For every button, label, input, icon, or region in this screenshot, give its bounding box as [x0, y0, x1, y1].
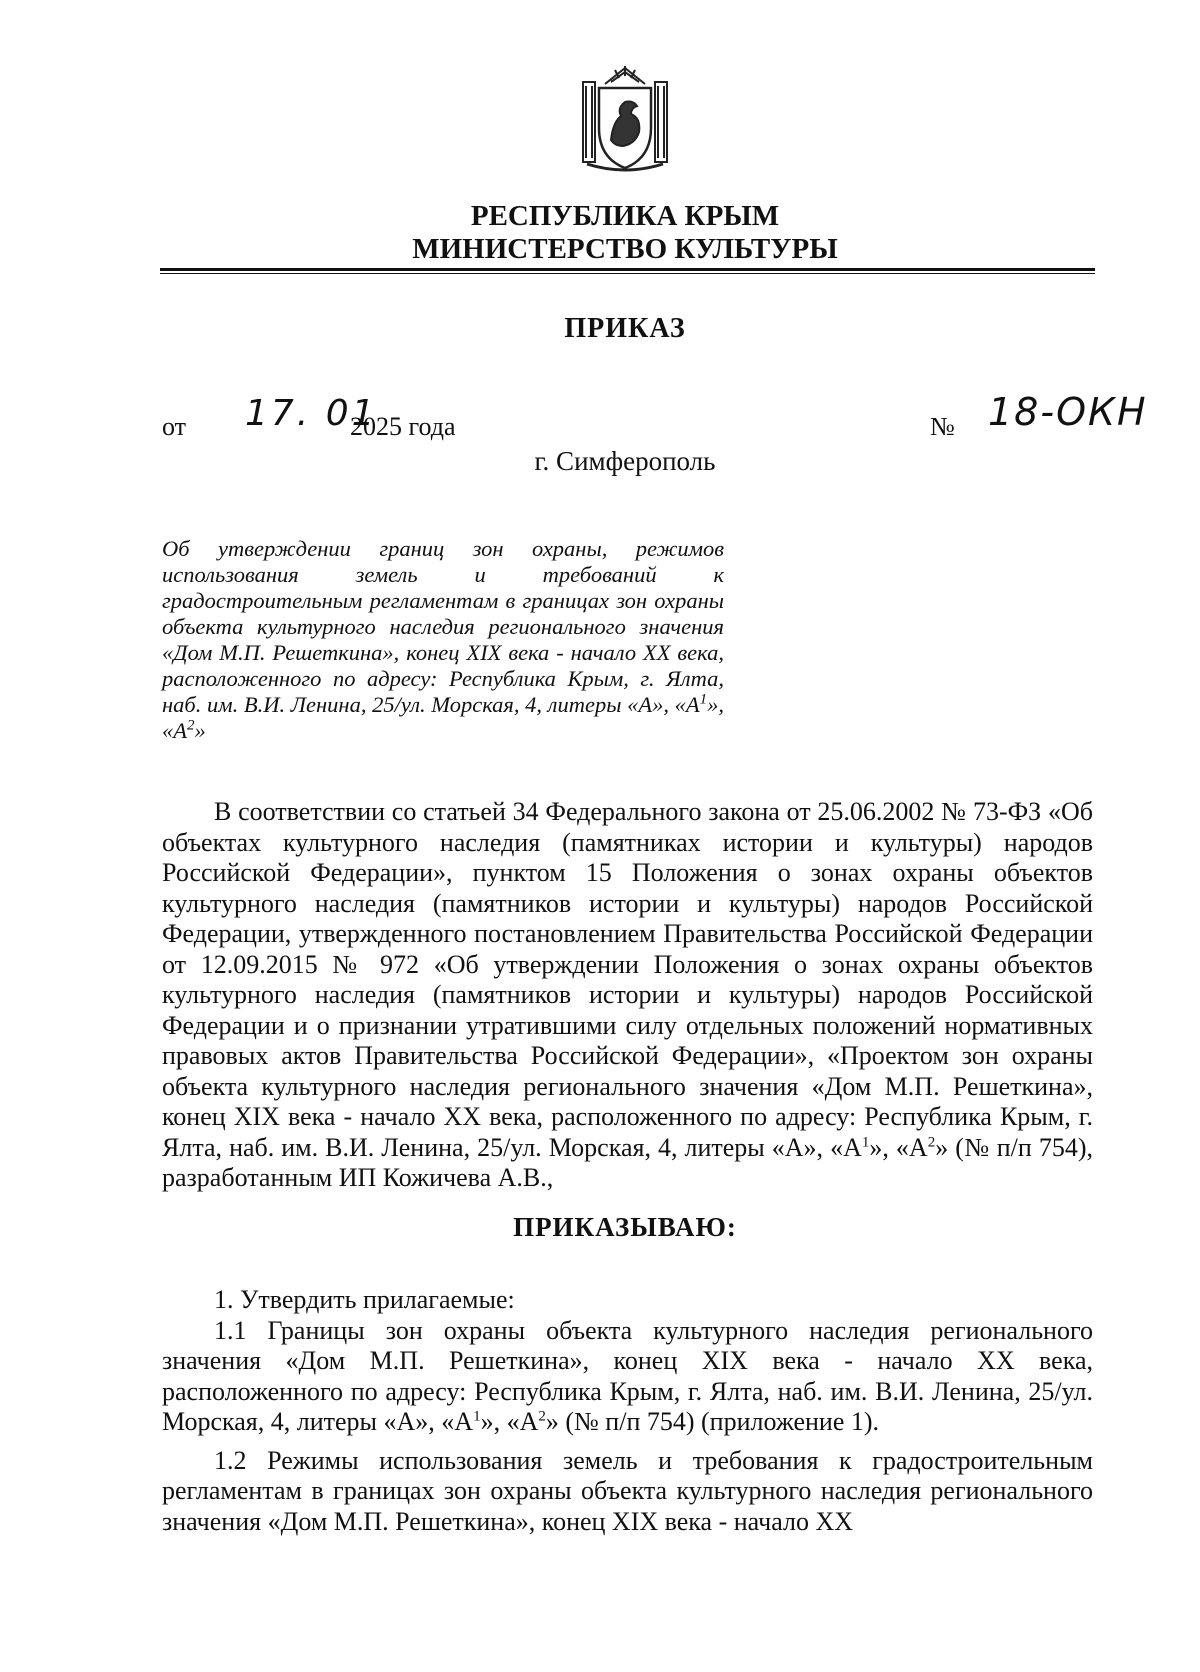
subject-sup-1: 1 — [699, 691, 708, 708]
item-1-1-sup-2: 2 — [538, 1408, 546, 1425]
city: г. Симферополь — [534, 446, 716, 476]
header-ministry: МИНИСТЕРСТВО КУЛЬТУРЫ — [412, 233, 838, 265]
subject-mid: », «А — [162, 692, 724, 743]
order-heading: ПРИКАЗЫВАЮ: — [513, 1212, 737, 1242]
subject-end: » — [194, 718, 206, 743]
header-divider — [160, 268, 1095, 271]
header-divider-thin — [160, 273, 1095, 274]
item-1: 1. Утвердить прилагаемые: — [214, 1285, 515, 1314]
preamble-mid: », «А — [869, 1132, 928, 1162]
order-items — [162, 1285, 1093, 1537]
item-1-1 — [162, 1316, 1093, 1438]
handwritten-date: 17. 01 — [245, 393, 378, 434]
subject-text: Об утверждении границ зон охраны, режимов использования земель и требований к градостроительным регламентам в границах зон охраны объекта культурного наследия регионального значения «Дом М.П. Решеткина», конец XIX века - начало XX века, расположенного по адресу: Республика Крым, г. Ялта, наб. им. В.И. Ленина, 25/ул. Морская, 4, литеры «А», «А — [162, 536, 724, 717]
document-type-title: ПРИКАЗ — [564, 313, 686, 344]
item-1-1-end: » (№ п/п 754) (приложение 1). — [545, 1407, 880, 1436]
preamble — [162, 797, 1093, 1194]
preamble-end: » (№ п/п 754), разработанным ИП Кожичева А.В., — [162, 1132, 1093, 1192]
item-1-2: 1.2 Режимы использования земель и требования к градостроительным регламентам в границах зон охраны объекта культурного наследия регионального значения «Дом М.П. Решеткина», конец XIX века - начало XX — [162, 1445, 1093, 1536]
subject-sup-2: 2 — [187, 717, 195, 734]
preamble-sup-2: 2 — [927, 1133, 936, 1150]
handwritten-number: 18-ОКН — [988, 390, 1148, 434]
date-prefix: от — [162, 412, 187, 441]
item-1-1-text: 1.1 Границы зон охраны объекта культурного наследия регионального значения «Дом М.П. Решеткина», конец XIX века - начало XX века, расположенного по адресу: Республика Крым, г. Ялта, наб. им. В.И. Ленина, 25/ул. Морская, 4, литеры «А», «А — [162, 1315, 1093, 1436]
preamble-paragraph — [162, 797, 1093, 1194]
header-republic: РЕСПУБЛИКА КРЫМ — [470, 200, 780, 232]
preamble-sup-1: 1 — [861, 1133, 870, 1150]
preamble-text: В соответствии со статьей 34 Федерального закона от 25.06.2002 № 73-ФЗ «Об объектах культурного наследия (памятниках истории и культуры) народов Российской Федерации», пунктом 15 Положения о зонах охраны объектов культурного наследия (памятников истории и культуры) народов Российской Федерации, утвержденного постановлением Правительства Российской Федерации от 12.09.2015 № 972 «Об утверждении Положения о зонах охраны объектов культурного наследия (памятников истории и культуры) народов Российской Федерации и о признании утратившими силу отдельных положений нормативных правовых актов Правительства Российской Федерации», «Проектом зон охраны объекта культурного наследия регионального значения «Дом М.П. Решеткина», конец XIX века - начало XX века, расположенного по адресу: Республика Крым, г. Ялта, наб. им. В.И. Ленина, 25/ул. Морская, 4, литеры «А», «А — [162, 797, 1093, 1162]
coat-of-arms-emblem — [575, 62, 675, 174]
subject-block — [162, 536, 724, 744]
item-1-1-sup-1: 1 — [473, 1408, 481, 1425]
number-sign: № — [930, 412, 955, 441]
item-1-1-mid: », «А — [480, 1407, 539, 1436]
date-year: 2025 года — [350, 412, 456, 441]
